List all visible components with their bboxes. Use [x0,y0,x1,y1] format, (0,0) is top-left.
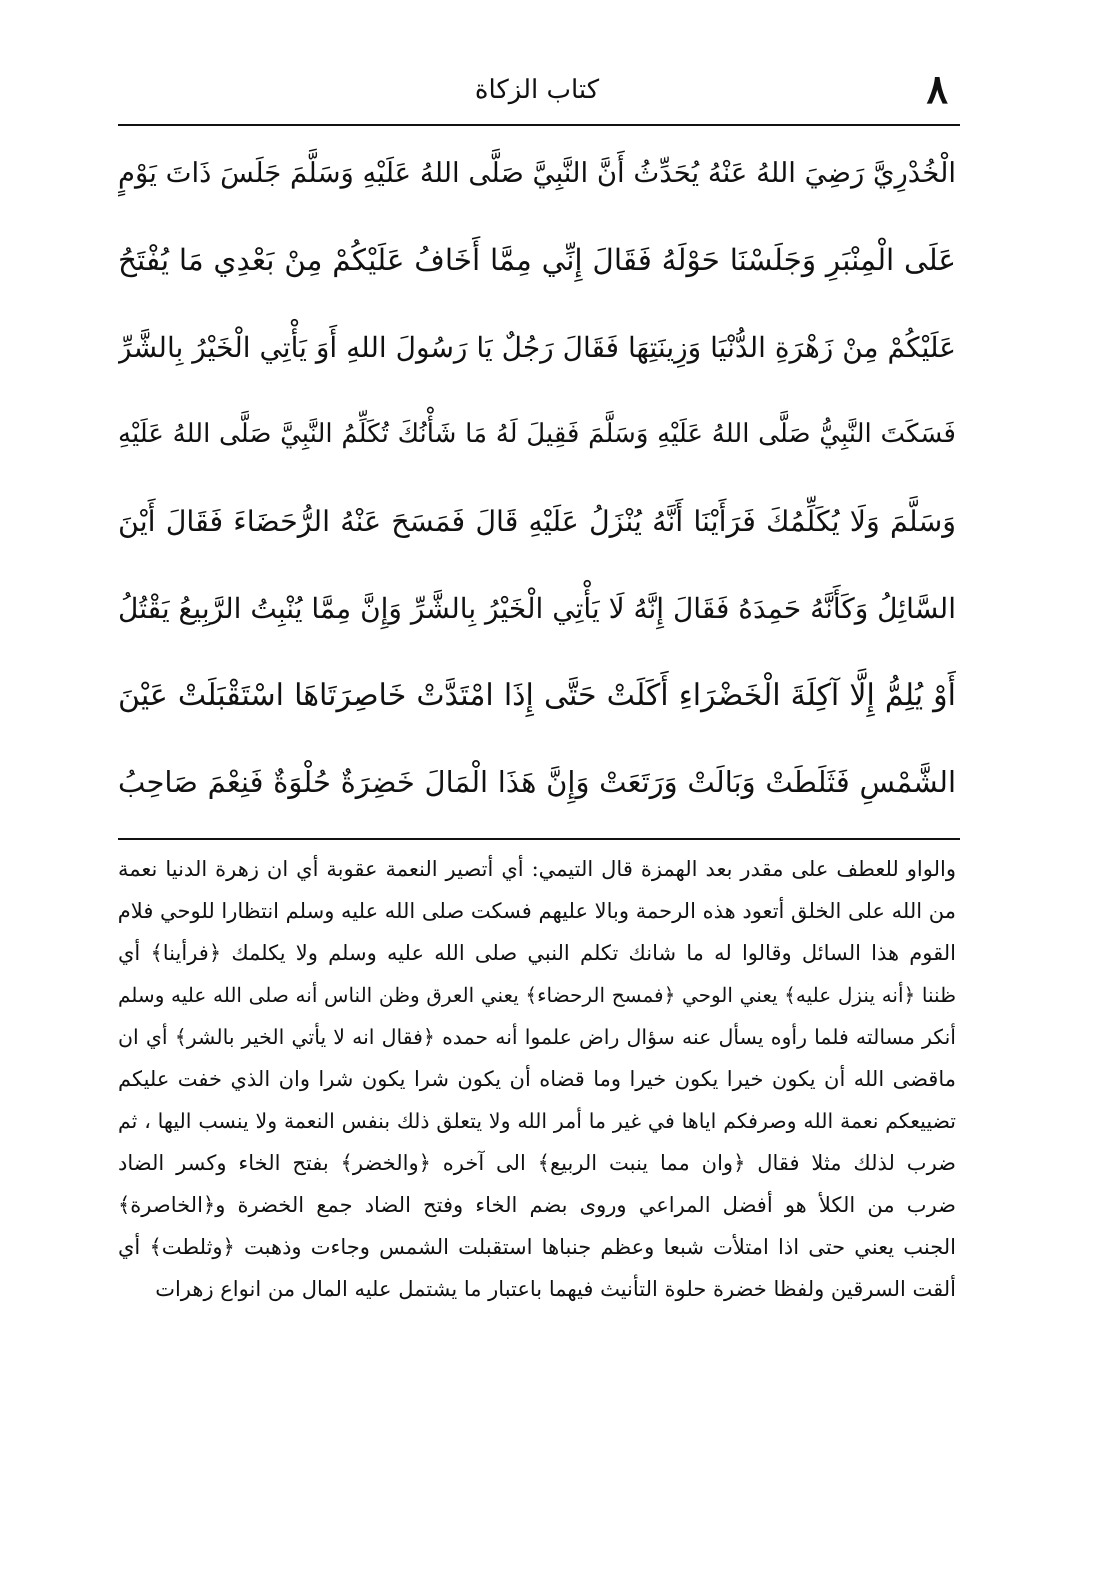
commentary-line: ضرب من الكلأ هو أفضل المراعي وروى بضم الخاء وفتح الضاد جمع الخضرة و﴿الخاصرة﴾ [118,1193,956,1217]
commentary-line: من الله على الخلق أتعود هذه الرحمة وبالا عليهم فسكت صلى الله عليه وسلم انتظارا للوحي فلام [118,899,956,923]
footnote-rule [118,838,960,840]
hadith-line: فَسَكَتَ النَّبِيُّ صَلَّى اللهُ عَلَيْهِ وَسَلَّمَ فَقِيلَ لَهُ مَا شَأْنُكَ تُكَلِّمُ النَّبِيَّ صَلَّى اللهُ عَلَيْهِ [118,419,956,449]
book-title: كتاب الزكاة [474,75,600,105]
commentary-line: ضرب لذلك مثلا فقال ﴿وان مما ينبت الربيع﴾ الى آخره ﴿والخضر﴾ بفتح الخاء وكسر الضاد [118,1151,956,1175]
hadith-line: الْخُدْرِيَّ رَضِيَ اللهُ عَنْهُ يُحَدِّثُ أَنَّ النَّبِيَّ صَلَّى اللهُ عَلَيْهِ وَسَلَّمَ جَلَسَ ذَاتَ يَوْمٍ [118,157,956,189]
commentary-line: ظننا ﴿أنه ينزل عليه﴾ يعني الوحي ﴿فمسح الرحضاء﴾ يعني العرق وظن الناس أنه صلى الله عليه وسلم [118,983,956,1007]
commentary-line: تضييعكم نعمة الله وصرفكم اياها في غير ما أمر الله ولا يتعلق ذلك بنفس النعمة ولا ينسب اليها ، ثم [118,1109,956,1133]
hadith-line: الشَّمْسِ فَثَلَطَتْ وَبَالَتْ وَرَتَعَتْ وَإِنَّ هَذَا الْمَالَ خَضِرَةٌ حُلْوَةٌ فَنِعْمَ صَاحِبُ [118,765,956,799]
hadith-text-block [118,130,956,826]
hadith-line: عَلَيْكُمْ مِنْ زَهْرَةِ الدُّنْيَا وَزِينَتِهَا فَقَالَ رَجُلٌ يَا رَسُولَ اللهِ أَوَ يَأْتِي الْخَيْرُ بِالشَّرِّ [118,331,956,364]
page-header [118,62,956,120]
commentary-line: القوم هذا السائل وقالوا له ما شانك تكلم النبي صلى الله عليه وسلم ولا يكلمك ﴿فرأينا﴾ أي [118,941,956,965]
commentary-line: ألقت السرقين ولفظا خضرة حلوة التأنيث فيهما باعتبار ما يشتمل عليه المال من انواع زهرات [155,1277,956,1301]
commentary-line: أنكر مسالته فلما رأوه يسأل عنه سؤال راض علموا أنه حمده ﴿فقال انه لا يأتي الخير بالشر﴾ أي ان [118,1025,956,1049]
commentary-line: ماقضى الله أن يكون خيرا يكون خيرا وما قضاه أن يكون شرا يكون شرا وان الذي خفت عليكم [118,1067,956,1091]
header-rule [118,124,960,126]
commentary-block [118,848,956,1310]
hadith-line: وَسَلَّمَ وَلَا يُكَلِّمُكَ فَرَأَيْنَا أَنَّهُ يُنْزَلُ عَلَيْهِ قَالَ فَمَسَحَ عَنْهُ الرُّحَضَاءَ فَقَالَ أَيْنَ [118,505,956,538]
commentary-line: الجنب يعني حتى اذا امتلأت شبعا وعظم جنباها استقبلت الشمس وجاءت وذهبت ﴿وثلطت﴾ أي [118,1235,956,1259]
hadith-line: أَوْ يُلِمُّ إِلَّا آكِلَةَ الْخَضْرَاءِ أَكَلَتْ حَتَّى إِذَا امْتَدَّتْ خَاصِرَتَاهَا اسْتَقْبَلَتْ عَيْنَ [118,678,956,713]
page-number: ٨ [926,66,948,113]
hadith-line: عَلَى الْمِنْبَرِ وَجَلَسْنَا حَوْلَهُ فَقَالَ إِنِّي مِمَّا أَخَافُ عَلَيْكُمْ مِنْ بَعْدِي مَا يُفْتَحُ [118,243,956,277]
commentary-line: والواو للعطف على مقدر بعد الهمزة قال التيمي: أي أتصير النعمة عقوبة أي ان زهرة الدنيا نعمة [118,857,956,881]
hadith-line: السَّائِلُ وَكَأَنَّهُ حَمِدَهُ فَقَالَ إِنَّهُ لَا يَأْتِي الْخَيْرُ بِالشَّرِّ وَإِنَّ مِمَّا يُنْبِتُ الرَّبِيعُ يَقْتُلُ [118,592,956,625]
